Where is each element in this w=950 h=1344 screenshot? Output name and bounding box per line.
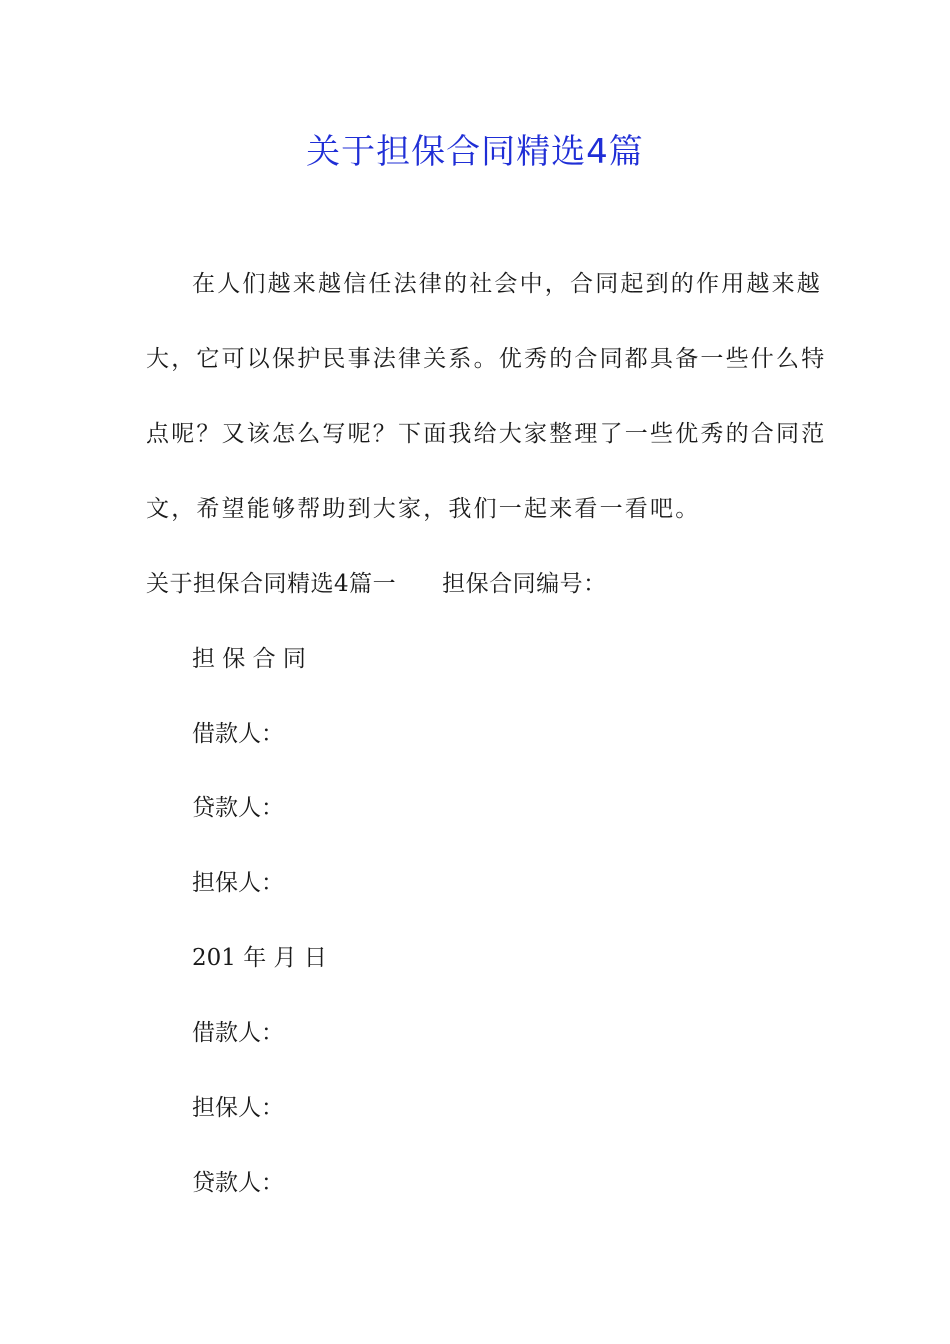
intro-paragraph-line-2: 大，它可以保护民事法律关系。优秀的合同都具备一些什么特 [146,346,827,372]
field-lender: 贷款人： [192,795,284,821]
document-title: 关于担保合同精选4篇 [306,132,644,172]
intro-paragraph-line-3: 点呢？又该怎么写呢？下面我给大家整理了一些优秀的合同范 [146,421,827,447]
field-date: 201 年 月 日 [192,945,327,971]
contract-title: 担 保 合 同 [192,646,306,672]
field-borrower: 借款人： [192,721,284,747]
intro-paragraph-line-4: 文，希望能够帮助到大家，我们一起来看一看吧。 [146,496,701,522]
section-heading-row [146,568,607,600]
intro-paragraph-line-1: 在人们越来越信任法律的社会中，合同起到的作用越来越 [192,271,822,297]
field-guarantor: 担保人： [192,870,284,896]
field-guarantor-2: 担保人： [192,1095,284,1121]
field-lender-2: 贷款人： [192,1170,284,1196]
field-borrower-2: 借款人： [192,1020,284,1046]
contract-number-label: 担保合同编号： [442,571,607,597]
section-heading: 关于担保合同精选4篇一 [146,571,397,597]
